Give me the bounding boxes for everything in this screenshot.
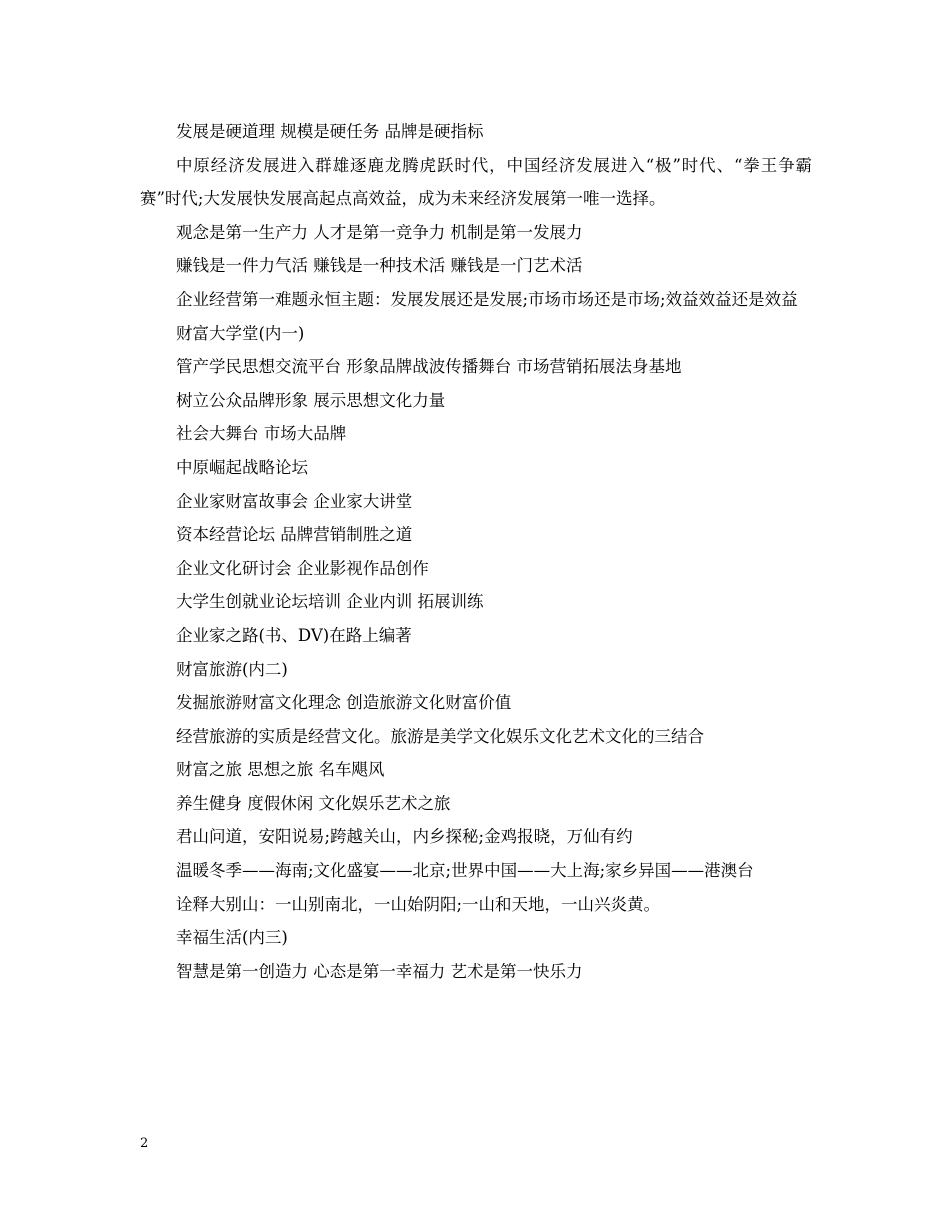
paragraph: 诠释大别山：一山别南北，一山始阴阳;一山和天地，一山兴炎黄。 <box>176 894 661 914</box>
paragraph: 发掘旅游财富文化理念 创造旅游文化财富价值 <box>176 693 512 713</box>
paragraph: 中原经济发展进入群雄逐鹿龙腾虎跃时代，中国经济发展进入“极”时代、“拳王争霸赛”时代;大发展快发展高起点高效益，成为未来经济发展第一唯一选择。 <box>140 155 812 209</box>
paragraph: 大学生创就业论坛培训 企业内训 拓展训练 <box>176 592 484 612</box>
paragraph: 社会大舞台 市场大品牌 <box>176 424 347 444</box>
paragraph: 企业文化研讨会 企业影视作品创作 <box>176 558 429 578</box>
paragraph: 中原崛起战略论坛 <box>176 457 308 477</box>
page-number: 2 <box>140 1136 149 1151</box>
paragraph: 智慧是第一创造力 心态是第一幸福力 艺术是第一快乐力 <box>176 961 583 981</box>
paragraph: 观念是第一生产力 人才是第一竞争力 机制是第一发展力 <box>176 222 583 242</box>
paragraph: 管产学民思想交流平台 形象品牌战波传播舞台 市场营销拓展法身基地 <box>176 357 682 377</box>
paragraph: 企业家之路(书、DV)在路上编著 <box>176 625 412 645</box>
paragraph: 企业经营第一难题永恒主题：发展发展还是发展;市场市场还是市场;效益效益还是效益 <box>176 289 798 309</box>
paragraph: 温暖冬季——海南;文化盛宴——北京;世界中国——大上海;家乡异国——港澳台 <box>176 861 754 881</box>
section-heading: 幸福生活(内三) <box>176 928 288 948</box>
paragraph: 企业家财富故事会 企业家大讲堂 <box>176 491 413 511</box>
paragraph: 财富之旅 思想之旅 名车飓风 <box>176 760 385 780</box>
paragraph: 君山问道，安阳说易;跨越关山，内乡探秘;金鸡报晓，万仙有约 <box>176 827 633 847</box>
paragraph: 资本经营论坛 品牌营销制胜之道 <box>176 525 413 545</box>
section-heading: 财富大学堂(内一) <box>176 323 305 343</box>
paragraph: 发展是硬道理 规模是硬任务 品牌是硬指标 <box>176 122 484 141</box>
paragraph: 赚钱是一件力气活 赚钱是一种技术活 赚钱是一门艺术活 <box>176 256 583 276</box>
paragraph: 树立公众品牌形象 展示思想文化力量 <box>176 390 446 410</box>
section-heading: 财富旅游(内二) <box>176 659 288 679</box>
document-body <box>140 115 812 988</box>
paragraph: 经营旅游的实质是经营文化。旅游是美学文化娱乐文化艺术文化的三结合 <box>176 726 704 746</box>
paragraph: 养生健身 度假休闲 文化娱乐艺术之旅 <box>176 793 451 813</box>
